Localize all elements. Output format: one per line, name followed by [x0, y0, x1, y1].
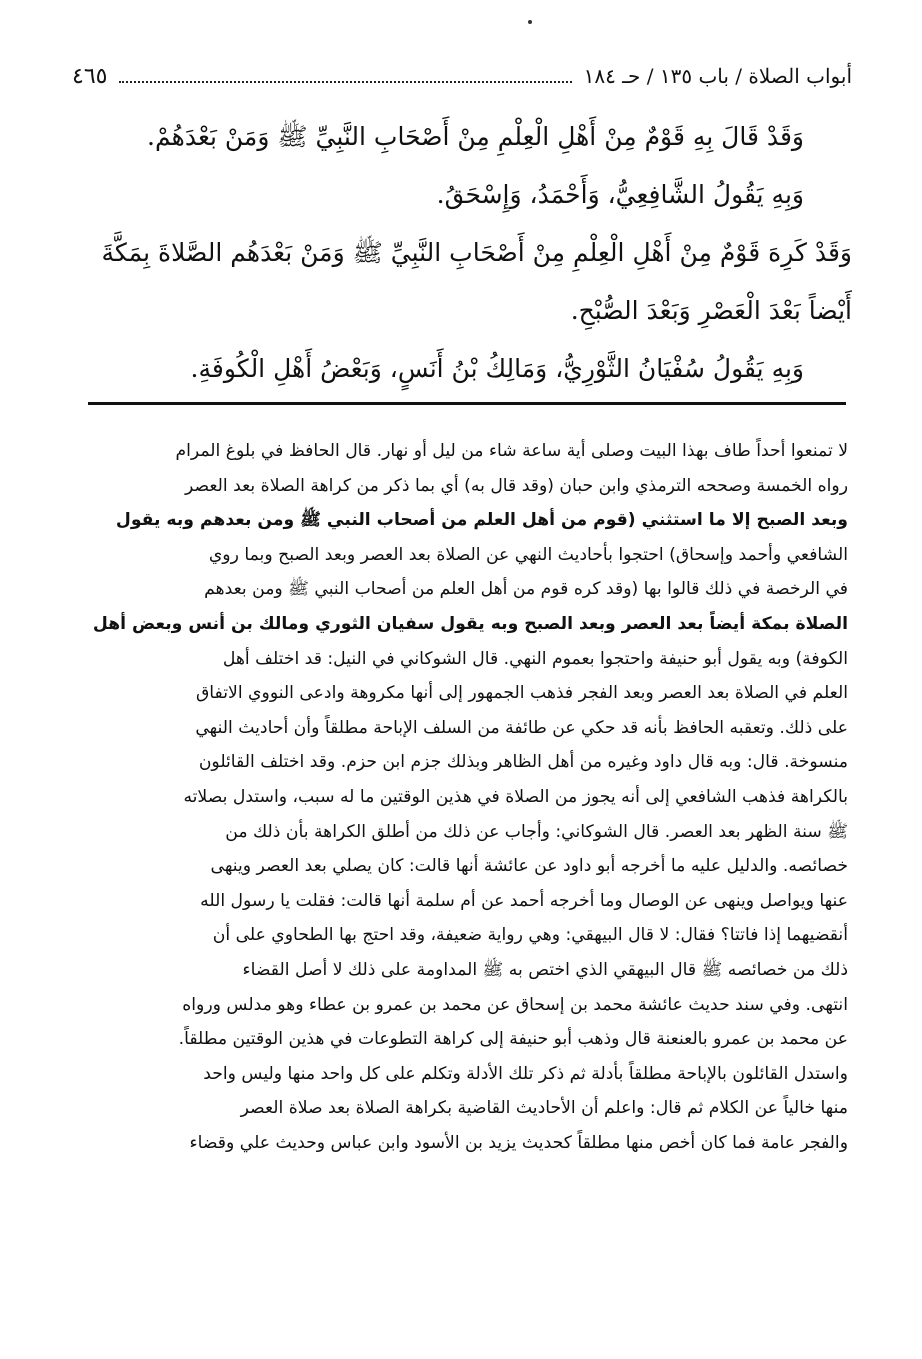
- commentary-line: بالكراهة فذهب الشافعي إلى أنه يجوز من الصلاة في هذين الوقتين ما له سبب، واستدل بصلاته: [183, 786, 848, 807]
- commentary-line: الكوفة) وبه يقول أبو حنيفة واحتجوا بعموم النهي. قال الشوكاني في النيل: قد اختلف أهل: [222, 648, 848, 669]
- commentary: [70, 434, 848, 1160]
- commentary-line: ذلك من خصائصه ﷺ قال البيهقي الذي اختص به ﷺ المداومة على ذلك لا أصل القضاء: [242, 959, 848, 980]
- commentary-line: على ذلك. وتعقبه الحافظ بأنه قد حكي عن طائفة من السلف الإباحة مطلقاً وأن أحاديث النهي: [195, 717, 848, 738]
- commentary-line: رواه الخمسة وصححه الترمذي وابن حبان (وقد قال به) أي بما ذكر من كراهة الصلاة بعد العصر: [184, 475, 848, 496]
- commentary-line: الصلاة بمكة أيضاً بعد العصر وبعد الصبح وبه يقول سفيان الثوري ومالك بن أنس وبعض أهل: [92, 613, 848, 634]
- hadith-paragraph: وَقَدْ كَرِهَ قَوْمٌ مِنْ أَهْلِ الْعِلْمِ مِنْ أَصْحَابِ النَّبِيِّ ﷺ وَمَنْ بَعْدَهُم الصَّلاةَ بِمَكَّةَ أَيْضاً بَعْدَ الْعَصْرِ وَبَعْدَ الصُّبْحِ.: [101, 238, 852, 325]
- commentary-line: عن محمد بن عمرو بالعنعنة قال وذهب أبو حنيفة إلى كراهة التطوعات في هذين الوقتين مطلقاً.: [178, 1029, 848, 1050]
- running-header: [72, 58, 852, 94]
- commentary-line: واستدل القائلون بالإباحة مطلقاً بأدلة ثم ذكر تلك الأدلة وتكلم على كل واحد منها وليس واحد: [203, 1063, 848, 1084]
- hadith-text: [78, 108, 852, 398]
- commentary-line: منسوخة. قال: وبه قال داود وغيره من أهل الظاهر وبذلك جزم ابن حزم. وقد اختلف القائلون: [198, 752, 848, 773]
- commentary-line: خصائصه. والدليل عليه ما أخرجه أبو داود عن عائشة أنها قالت: كان يصلي بعد العصر وينهى: [210, 856, 848, 877]
- hadith-paragraph: وَبِهِ يَقُولُ الشَّافِعِيُّ، وَأَحْمَدُ، وَإِسْحَقُ.: [436, 180, 804, 209]
- commentary-line: في الرخصة في ذلك قالوا بها (وقد كره قوم من أهل العلم من أصحاب النبي ﷺ ومن بعدهم: [204, 579, 848, 600]
- commentary-line: عنها ويواصل وينهى عن الوصال وما أخرجه أحمد عن أم سلمة أنها قالت: فقلت يا رسول الله: [200, 890, 848, 911]
- footnote-separator: [88, 402, 846, 405]
- commentary-line: والفجر عامة فما كان أخص منها مطلقاً كحديث يزيد بن الأسود وابن عباس وحديث علي وقضاء: [189, 1132, 848, 1153]
- page-number: ٤٦٥: [72, 63, 108, 89]
- commentary-line: لا تمنعوا أحداً طاف بهذا البيت وصلى أية ساعة شاء من ليل أو نهار. قال الحافظ في بلوغ المرام: [175, 441, 848, 461]
- hadith-paragraph: وَقَدْ قَالَ بِهِ قَوْمٌ مِنْ أَهْلِ الْعِلْمِ مِنْ أَصْحَابِ النَّبِيِّ ﷺ وَمَنْ بَعْدَهُمْ.: [147, 122, 804, 151]
- commentary-line: انتهى. وفي سند حديث عائشة محمد بن إسحاق عن محمد بن عمرو بن عطاء وهو مدلس ورواه: [182, 994, 848, 1015]
- ink-dot: [528, 20, 532, 24]
- commentary-line: العلم في الصلاة بعد العصر وبعد الفجر فذهب الجمهور إلى أنها مكروهة وادعى النووي الاتفاق: [195, 683, 848, 704]
- dotted-leader: [119, 81, 571, 83]
- commentary-line: أنقضيهما إذا فاتتا؟ فقال: لا قال البيهقي: وهي رواية ضعيفة، وقد احتج بها الطحاوي على أن: [212, 925, 848, 946]
- commentary-line: وبعد الصبح إلا ما استثني (قوم من أهل العلم من أصحاب النبي ﷺ ومن بعدهم وبه يقول: [115, 510, 848, 531]
- header-title: أبواب الصلاة / باب ١٣٥ / حـ ١٨٤: [583, 64, 852, 88]
- hadith-paragraph: وَبِهِ يَقُولُ سُفْيَانُ الثَّوْرِيُّ، وَمَالِكُ بْنُ أَنَسٍ، وَبَعْضُ أَهْلِ الْكُوفَةِ.: [190, 354, 804, 383]
- commentary-line: ﷺ سنة الظهر بعد العصر. قال الشوكاني: وأجاب عن ذلك من أطلق الكراهة بأن ذلك من: [225, 821, 848, 842]
- commentary-line: منها خالياً عن الكلام ثم قال: واعلم أن الأحاديث القاضية بكراهة الصلاة بعد صلاة العصر: [240, 1098, 848, 1119]
- commentary-line: الشافعي وأحمد وإسحاق) احتجوا بأحاديث النهي عن الصلاة بعد العصر وبعد الصبح وبما روي: [208, 544, 848, 565]
